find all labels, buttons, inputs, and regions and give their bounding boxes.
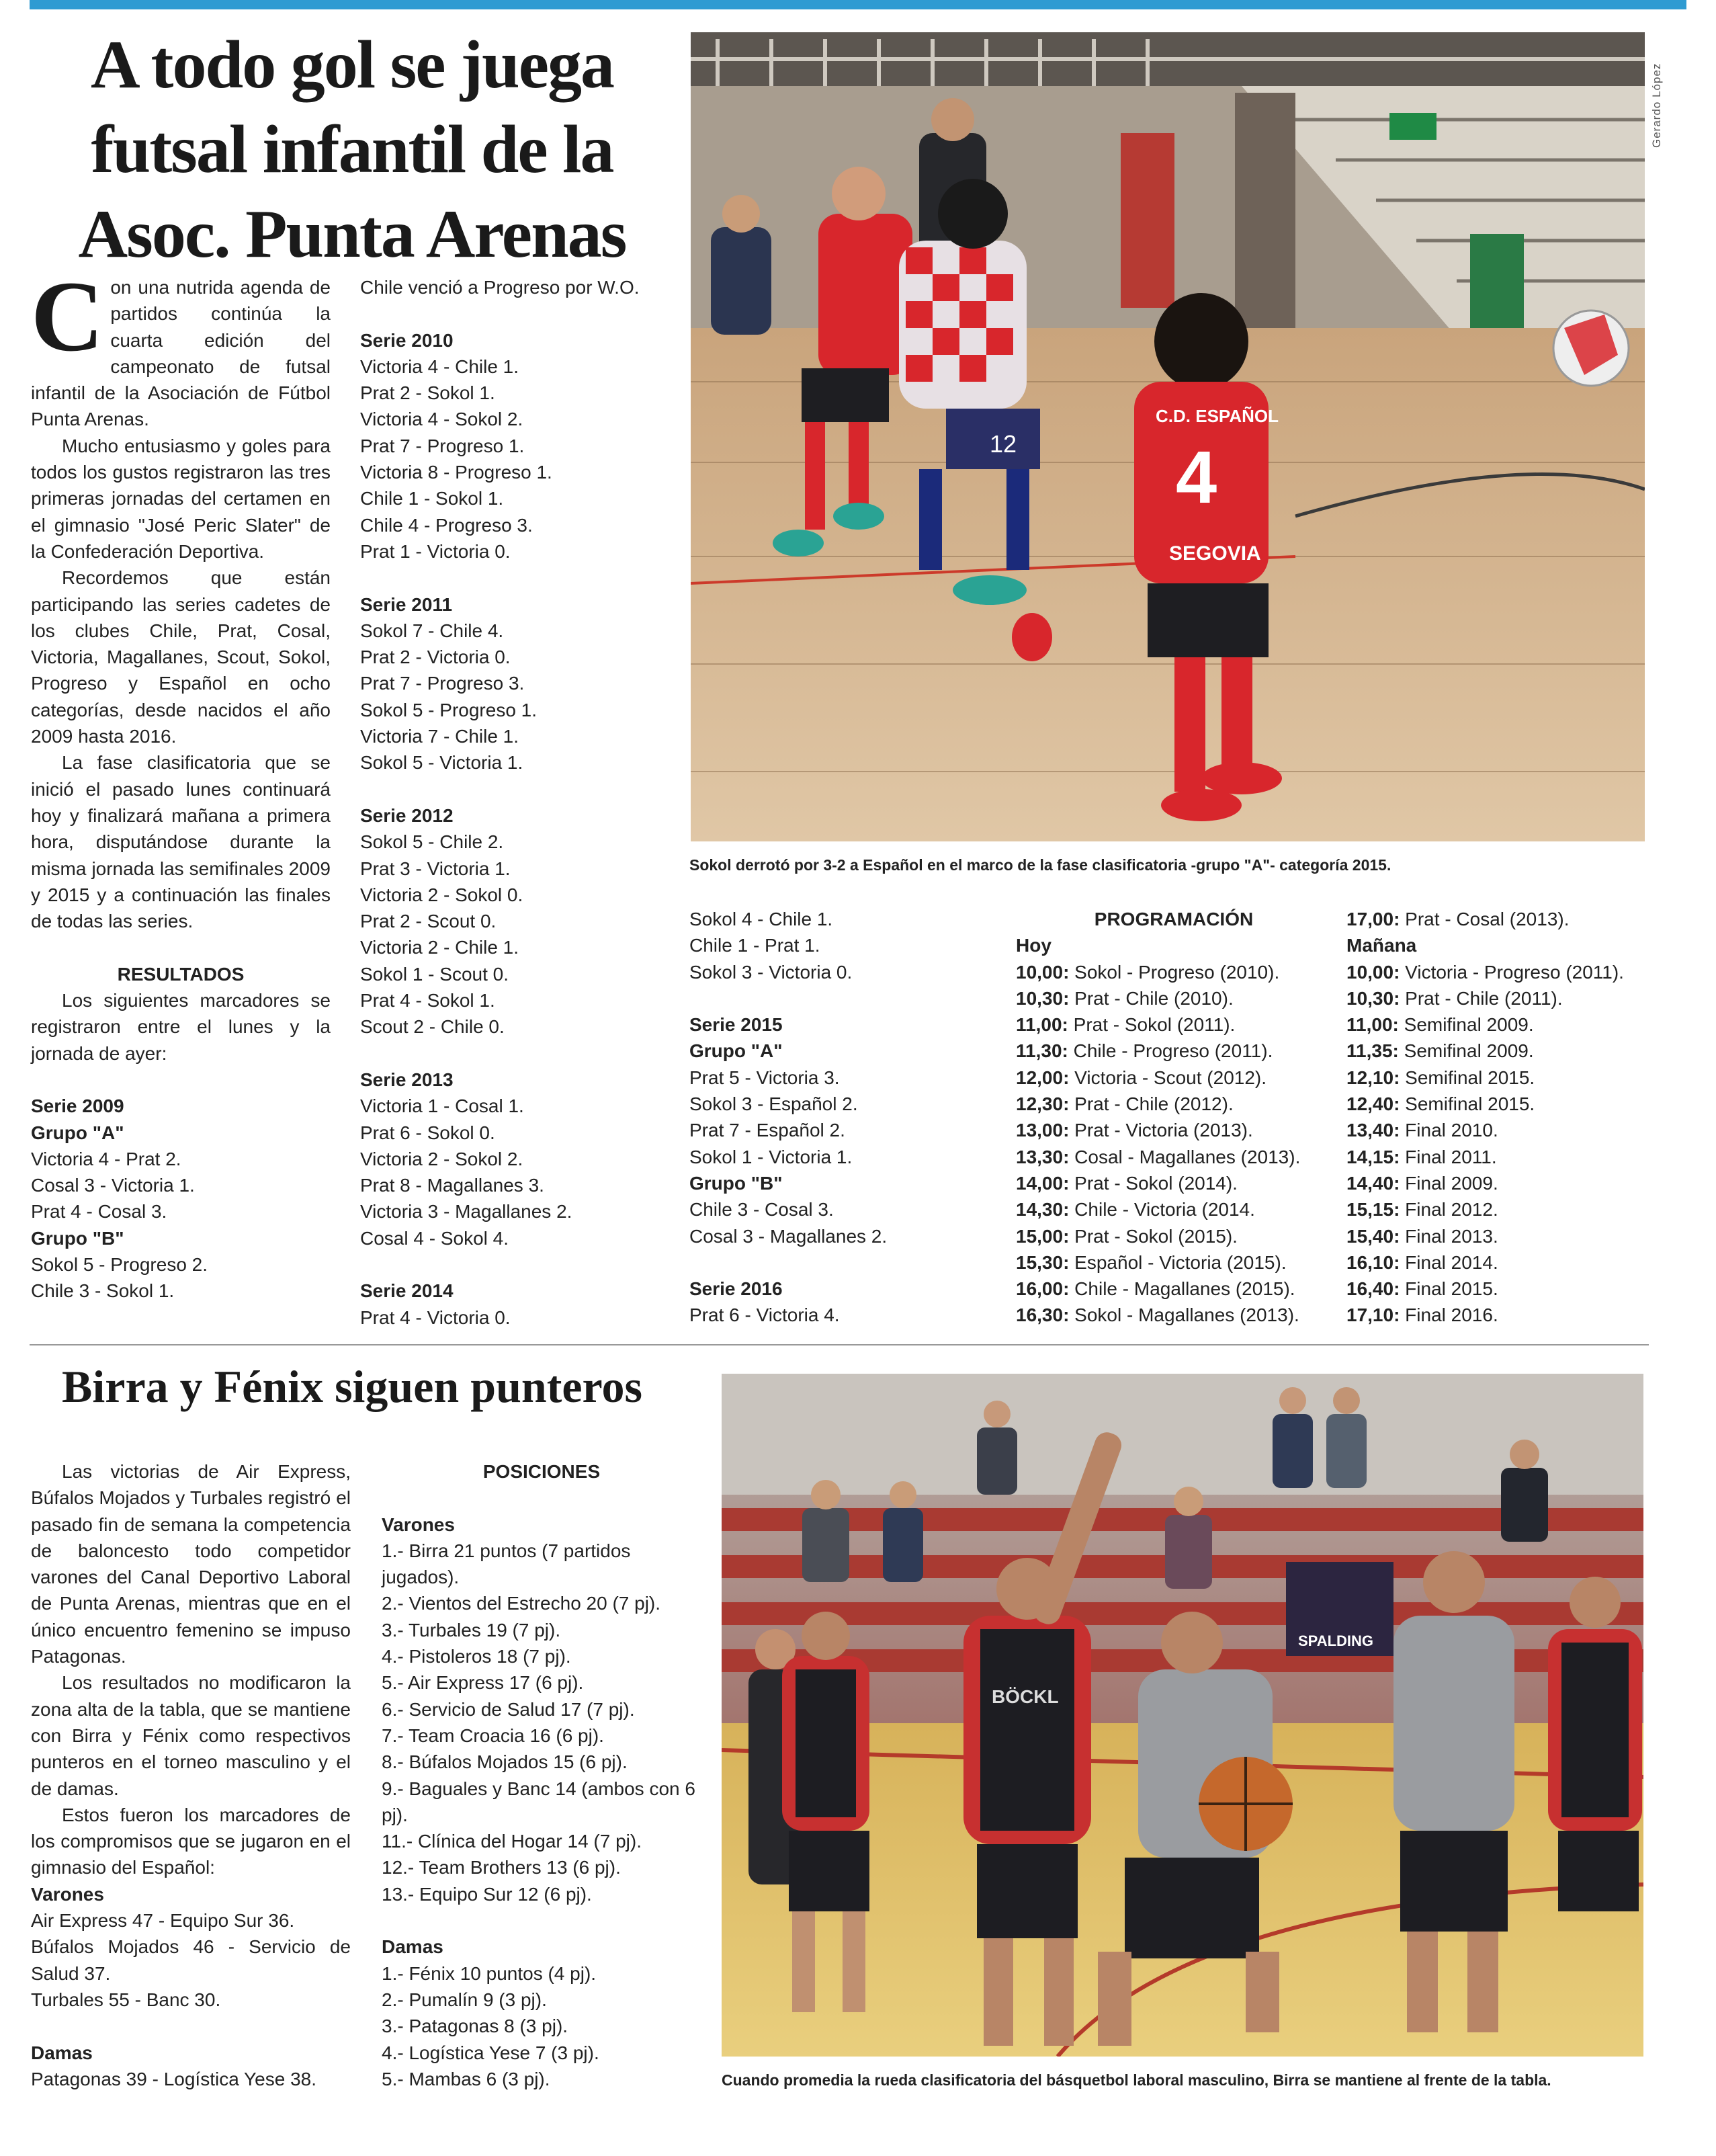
posiciones-damas-label: Damas (382, 1936, 443, 1958)
schedule-line: 13,40: Final 2010. (1346, 1120, 1498, 1141)
result-line: Chile 1 - Sokol 1. (360, 488, 504, 509)
result-line: Chile venció a Progreso por W.O. (360, 277, 640, 298)
result-line: Cosal 3 - Magallanes 2. (689, 1225, 888, 1247)
schedule-line: 10,30: Prat - Chile (2010). (1016, 987, 1234, 1009)
schedule-line: 11,00: Semifinal 2009. (1346, 1014, 1534, 1036)
result-line: Victoria 7 - Chile 1. (360, 726, 519, 747)
standings-line: 1.- Birra 21 puntos (7 partidos jugados). (382, 1540, 631, 1588)
standings-line: 3.- Patagonas 8 (3 pj). (382, 2016, 568, 2037)
standings-line: 7.- Team Croacia 16 (6 pj). (382, 1725, 604, 1746)
body-paragraph: Los resultados no modificaron la zona alta de la tabla, que se mantiene con Birra y Fénix como respectivos punteros en el torneo masculino y el de damas. (31, 1672, 351, 1799)
banner-text: SPALDING (1298, 1632, 1374, 1649)
standings-line: 13.- Equipo Sur 12 (6 pj). (382, 1883, 592, 1905)
serie-title: Serie 2011 (360, 593, 453, 615)
result-line: Chile 4 - Progreso 3. (360, 514, 533, 536)
group-title: Grupo "B" (31, 1227, 124, 1249)
headline-basquetbol: Birra y Fénix siguen punteros (62, 1361, 642, 1412)
result-line: Victoria 4 - Prat 2. (31, 1148, 181, 1169)
result-line: Victoria 2 - Sokol 2. (360, 1148, 523, 1169)
result-line: Prat 4 - Cosal 3. (31, 1201, 167, 1222)
result-line: Prat 3 - Victoria 1. (360, 858, 511, 879)
schedule-line: 17,00: Prat - Cosal (2013). (1346, 909, 1570, 929)
body-paragraph: Estos fueron los marcadores de los compromisos que se jugaron en el gimnasio del Español: (31, 1804, 351, 1878)
schedule-line: 15,30: Español - Victoria (2015). (1016, 1251, 1287, 1273)
standings-line: 11.- Clínica del Hogar 14 (7 pj). (382, 1831, 642, 1852)
result-line: Prat 2 - Victoria 0. (360, 647, 511, 668)
group-title: Grupo "A" (689, 1040, 783, 1062)
result-line: Prat 2 - Sokol 1. (360, 382, 495, 404)
schedule-line: 11,35: Semifinal 2009. (1346, 1040, 1534, 1062)
result-line: Chile 3 - Cosal 3. (689, 1199, 834, 1220)
headline-line: A todo gol se juega (91, 27, 613, 103)
result-line: Sokol 4 - Chile 1. (689, 909, 833, 929)
schedule-line: 16,40: Final 2015. (1346, 1278, 1498, 1300)
jersey-number: 4 (1176, 436, 1217, 519)
results-label-varones: Varones (31, 1883, 104, 1905)
programacion-column (1016, 906, 1332, 1329)
result-line: Sokol 3 - Español 2. (689, 1093, 858, 1115)
standings-line: 6.- Servicio de Salud 17 (7 pj). (382, 1698, 635, 1720)
posiciones-varones-label: Varones (382, 1514, 455, 1535)
schedule-line: 15,40: Final 2013. (1346, 1225, 1498, 1247)
result-line: Sokol 5 - Chile 2. (360, 831, 504, 853)
day-label-manana: Mañana (1346, 935, 1417, 956)
result-line: Prat 5 - Victoria 3. (689, 1067, 840, 1088)
schedule-line: 11,00: Prat - Sokol (2011). (1016, 1014, 1236, 1036)
body-paragraph: La fase clasificatoria que se inició el pasado lunes continuará hoy y finalizará mañana a primera hora, disputándose durante la misma jornada las semifinales 2009 y 2015 y a continuación las finales de todas las series. (31, 752, 331, 932)
posiciones-heading: POSICIONES (482, 1461, 601, 1482)
result-line: Victoria 1 - Cosal 1. (360, 1095, 524, 1117)
result-line: Chile 3 - Sokol 1. (31, 1280, 175, 1302)
standings-line: 2.- Vientos del Estrecho 20 (7 pj). (382, 1593, 661, 1614)
article1-column-3 (689, 906, 1005, 1329)
headline-line: futsal infantil de la (91, 112, 613, 188)
basketball-photo (722, 1374, 1643, 2057)
programacion-column-2 (1346, 906, 1656, 1329)
standings-list-varones (382, 1538, 701, 1907)
section-divider (30, 1344, 1649, 1345)
standings-line: 9.- Baguales y Banc 14 (ambos con 6 pj). (382, 1778, 695, 1825)
result-line: Air Express 47 - Equipo Sur 36. (31, 1910, 295, 1932)
result-line: Victoria 8 - Progreso 1. (360, 462, 552, 483)
standings-line: 12.- Team Brothers 13 (6 pj). (382, 1857, 621, 1878)
schedule-line: 13,30: Cosal - Magallanes (2013). (1016, 1146, 1301, 1167)
result-line: Sokol 5 - Progreso 2. (31, 1253, 208, 1275)
results-intro: Los siguientes marcadores se registraron entre el lunes y la jornada de ayer: (31, 990, 331, 1064)
schedule-line: 16,00: Chile - Magallanes (2015). (1016, 1278, 1295, 1300)
standings-line: 5.- Mambas 6 (3 pj). (382, 2068, 550, 2089)
body-paragraph: Recordemos que están participando las series cadetes de los clubes Chile, Prat, Cosal, Victoria, Magallanes, Scout, Sokol, Progreso y Español en ocho categorías, desde nacidos el año 2009 hasta 2016. (31, 567, 331, 747)
result-line: Turbales 55 - Banc 30. (31, 1989, 221, 2010)
schedule-line: 12,00: Victoria - Scout (2012). (1016, 1067, 1267, 1088)
basketball-photo-caption: Cuando promedia la rueda clasificatoria del básquetbol laboral masculino, Birra se mantiene al frente de la tabla. (722, 2071, 1551, 2089)
futsal-photo-illustration (691, 32, 1645, 841)
result-line: Sokol 1 - Scout 0. (360, 963, 509, 985)
article1-column-2 (360, 274, 662, 1331)
schedule-line: 11,30: Chile - Progreso (2011). (1016, 1040, 1273, 1062)
result-line: Prat 4 - Victoria 0. (360, 1307, 511, 1328)
results-label-damas: Damas (31, 2042, 93, 2063)
standings-line: 5.- Air Express 17 (6 pj). (382, 1672, 584, 1694)
schedule-line: 10,00: Victoria - Progreso (2011). (1346, 961, 1624, 983)
result-line: Victoria 4 - Chile 1. (360, 356, 519, 377)
serie-title: Serie 2009 (31, 1095, 124, 1117)
result-line: Victoria 2 - Chile 1. (360, 937, 519, 958)
schedule-line: 14,00: Prat - Sokol (2014). (1016, 1172, 1238, 1194)
result-line: Victoria 4 - Sokol 2. (360, 409, 523, 430)
photo-credit: Gerardo López (1650, 63, 1663, 148)
serie-title: Serie 2016 (689, 1278, 783, 1300)
schedule-line: 14,15: Final 2011. (1346, 1146, 1497, 1167)
result-line: Chile 1 - Prat 1. (689, 935, 820, 956)
body-paragraph: Con una nutrida agenda de partidos continúa la cuarta edición del campeonato de futsal infantil de la Asociación de Fútbol Punta Arenas. (31, 261, 331, 430)
schedule-line: 10,00: Sokol - Progreso (2010). (1016, 961, 1280, 983)
schedule-line: 12,40: Semifinal 2015. (1346, 1093, 1535, 1115)
result-line: Búfalos Mojados 46 - Servicio de Salud 37. (31, 1936, 351, 1984)
schedule-line: 14,40: Final 2009. (1346, 1172, 1498, 1194)
schedule-line: 10,30: Prat - Chile (2011). (1346, 987, 1563, 1009)
standings-line: 2.- Pumalín 9 (3 pj). (382, 1989, 547, 2010)
group-title: Grupo "B" (689, 1172, 783, 1194)
body-paragraph: Mucho entusiasmo y goles para todos los gustos registraron las tres primeras jornadas del certamen en el gimnasio "José Peric Slater" de la Confederación Deportiva. (31, 435, 331, 562)
programacion-heading: PROGRAMACIÓN (1094, 909, 1254, 929)
headline-line: Asoc. Punta Arenas (78, 196, 626, 272)
result-line: Prat 7 - Progreso 3. (360, 673, 525, 694)
headline-futsal (30, 23, 675, 277)
jersey-club-text: C.D. ESPAÑOL (1156, 406, 1279, 426)
article2-column-1 (31, 1458, 351, 2092)
serie-title: Serie 2013 (360, 1069, 454, 1090)
result-line: Sokol 5 - Progreso 1. (360, 699, 538, 720)
top-color-bar (30, 0, 1686, 9)
result-line: Victoria 2 - Sokol 0. (360, 884, 523, 905)
result-line: Patagonas 39 - Logística Yese 38. (31, 2068, 316, 2089)
result-line: Cosal 3 - Victoria 1. (31, 1175, 195, 1196)
result-line: Sokol 1 - Victoria 1. (689, 1146, 853, 1167)
jersey-number: 12 (990, 430, 1017, 458)
futsal-photo (691, 32, 1645, 841)
schedule-line: 12,10: Semifinal 2015. (1346, 1067, 1535, 1088)
group-title: Grupo "A" (31, 1122, 124, 1143)
body-paragraph: Las victorias de Air Express, Búfalos Mojados y Turbales registró el pasado fin de semana la competencia de baloncesto todo competidor varones del Canal Deportivo Laboral de Punta Arenas, mientras que en el único encuentro femenino se impuso Patagonas. (31, 1461, 351, 1667)
schedule-line: 16,30: Sokol - Magallanes (2013). (1016, 1304, 1299, 1326)
serie-title: Serie 2012 (360, 804, 454, 826)
basketball-photo-illustration (722, 1374, 1643, 2057)
schedule-list-manana (1346, 959, 1656, 1329)
result-line: Prat 4 - Sokol 1. (360, 990, 495, 1011)
serie-title: Serie 2015 (689, 1014, 783, 1036)
result-line: Prat 7 - Español 2. (689, 1120, 845, 1141)
schedule-list-hoy (1016, 959, 1332, 1329)
serie-title: Serie 2010 (360, 329, 454, 351)
schedule-line: 13,00: Prat - Victoria (2013). (1016, 1120, 1253, 1141)
result-line: Sokol 3 - Victoria 0. (689, 961, 853, 983)
dropcap: C (31, 261, 104, 372)
jersey-sponsor: SEGOVIA (1169, 542, 1261, 565)
standings-line: 3.- Turbales 19 (7 pj). (382, 1619, 561, 1641)
result-line: Prat 8 - Magallanes 3. (360, 1175, 544, 1196)
article1-column-1 (31, 261, 331, 1304)
results-heading: RESULTADOS (117, 963, 245, 985)
standings-list-damas (382, 1960, 701, 2092)
posiciones-column (382, 1458, 701, 2092)
result-line: Prat 7 - Progreso 1. (360, 435, 525, 456)
schedule-line: 16,10: Final 2014. (1346, 1251, 1498, 1273)
result-line: Sokol 5 - Victoria 1. (360, 752, 523, 774)
result-line: Cosal 4 - Sokol 4. (360, 1227, 509, 1249)
result-line: Prat 6 - Sokol 0. (360, 1122, 495, 1143)
standings-line: 4.- Pistoleros 18 (7 pj). (382, 1646, 571, 1667)
result-line: Prat 6 - Victoria 4. (689, 1304, 840, 1326)
day-label-hoy: Hoy (1016, 935, 1052, 956)
schedule-line: 14,30: Chile - Victoria (2014. (1016, 1199, 1255, 1220)
schedule-line: 17,10: Final 2016. (1346, 1304, 1498, 1326)
schedule-line: 15,00: Prat - Sokol (2015). (1016, 1225, 1238, 1247)
result-line: Victoria 3 - Magallanes 2. (360, 1201, 572, 1222)
result-line: Sokol 7 - Chile 4. (360, 620, 504, 641)
result-line: Prat 2 - Scout 0. (360, 911, 497, 932)
standings-line: 1.- Fénix 10 puntos (4 pj). (382, 1962, 597, 1984)
standings-line: 8.- Búfalos Mojados 15 (6 pj). (382, 1751, 628, 1773)
jersey-text: BÖCKL (992, 1686, 1059, 1707)
futsal-photo-caption: Sokol derrotó por 3-2 a Español en el marco de la fase clasificatoria -grupo "A"- categoría 2015. (689, 856, 1391, 874)
result-line: Prat 1 - Victoria 0. (360, 540, 511, 562)
result-line: Scout 2 - Chile 0. (360, 1016, 505, 1038)
standings-line: 4.- Logística Yese 7 (3 pj). (382, 2042, 599, 2063)
schedule-line: 12,30: Prat - Chile (2012). (1016, 1093, 1234, 1115)
schedule-line: 15,15: Final 2012. (1346, 1199, 1498, 1220)
serie-title: Serie 2014 (360, 1280, 454, 1302)
